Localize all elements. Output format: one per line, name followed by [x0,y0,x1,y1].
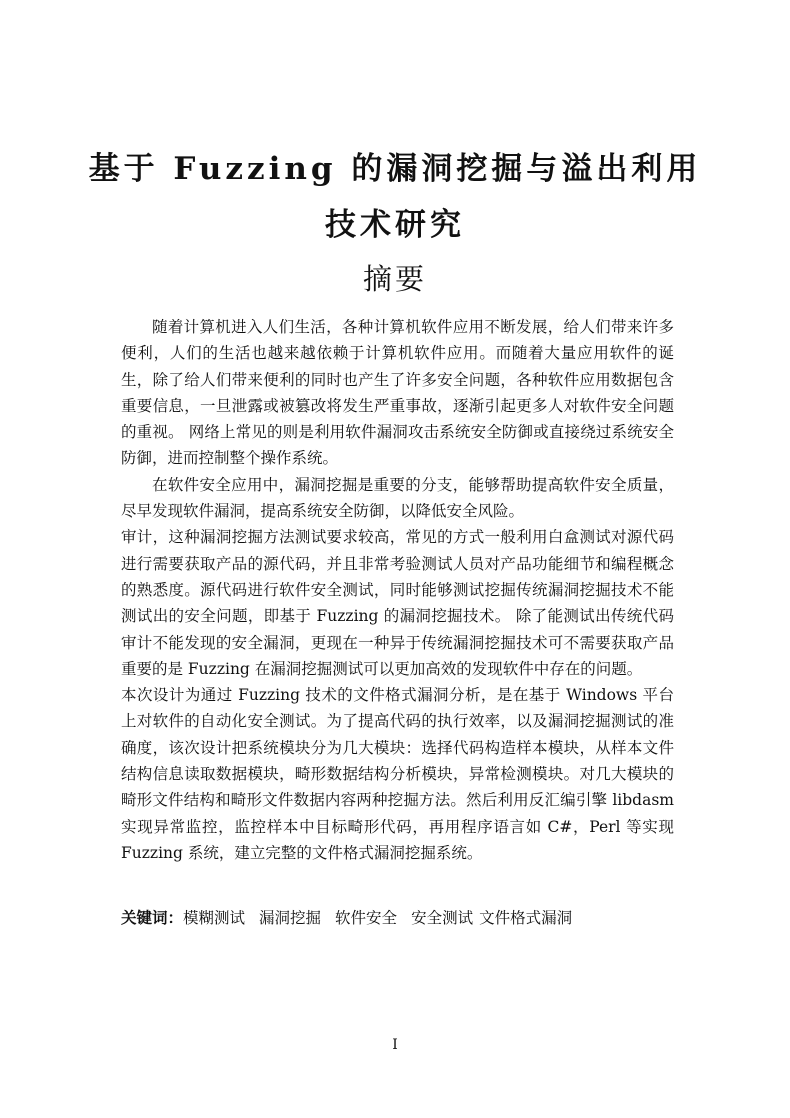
keywords-label: 关键词： [121,908,184,927]
keyword-item: 文件格式漏洞 [479,909,573,927]
abstract-paragraph-2: 在软件安全应用中，漏洞挖掘是重要的分支，能够帮助提高软件安全质量，尽早发现软件漏洞，提高系统安全防御，以降低安全风险。 [121,475,674,521]
abstract-paragraph-1: 随着计算机进入人们生活，各种计算机软件应用不断发展，给人们带来许多便利，人们的生活也越来越依赖于计算机软件应用。而随着大量应用软件的诞生，除了给人们带来便利的同时也产生了许多安全问题，各种软件应用数据包含重要信息，一旦泄露或被篡改将发生严重事故，逐渐引起更多人对软件安全问题的重视。 网络上常见的则是利用软件漏洞攻击系统安全防御或直接绕过系统安全防御，进而控制整个操作系统。 [121,318,674,468]
abstract-body [121,314,674,866]
title-line-1: 基于 Fuzzing 的漏洞挖掘与溢出利用 [88,151,702,187]
abstract-paragraph-3: 审计，这种漏洞挖掘方法测试要求较高，常见的方式一般利用白盒测试对源代码进行需要获取产品的源代码，并且非常考验测试人员对产品功能细节和编程概念的熟悉度。源代码进行软件安全测试，同时能够测试挖掘传统漏洞挖掘技术不能测试出的安全问题，即基于 Fuzzing 的漏洞挖掘技术。 除了能测试出传统代码审计不能发现的安全漏洞，更现在一种异于传统漏洞挖掘技术可不需要获取产品重要的是 Fuzzing 在漏洞挖掘测试可以更加高效的发现软件中存在的问题。 [121,528,674,678]
keyword-item: 安全测试 [411,909,474,927]
keywords-line [121,905,674,931]
keyword-item: 模糊测试 [183,909,246,927]
abstract-paragraph-4: 本次设计为通过 Fuzzing 技术的文件格式漏洞分析，是在基于 Windows 平台上对软件的自动化安全测试。为了提高代码的执行效率，以及漏洞挖掘测试的准确度，该次设计把系统模块分为几大模块：选择代码构造样本模块，从样本文件结构信息读取数据模块，畸形数据结构分析模块，异常检测模块。对几大模块的畸形文件结构和畸形文件数据内容两种挖掘方法。然后利用反汇编引擎 libdasm 实现异常监控，监控样本中目标畸形代码，再用程序语言如 C#，Perl 等实现 Fuzzing 系统，建立完整的文件格式漏洞挖掘系统。 [121,686,674,862]
title-line-2: 技术研究 [325,207,465,243]
keyword-item: 软件安全 [335,909,398,927]
keyword-item: 漏洞挖掘 [259,909,322,927]
abstract-heading: 摘要 [362,262,427,296]
page-number: I [392,1037,398,1053]
